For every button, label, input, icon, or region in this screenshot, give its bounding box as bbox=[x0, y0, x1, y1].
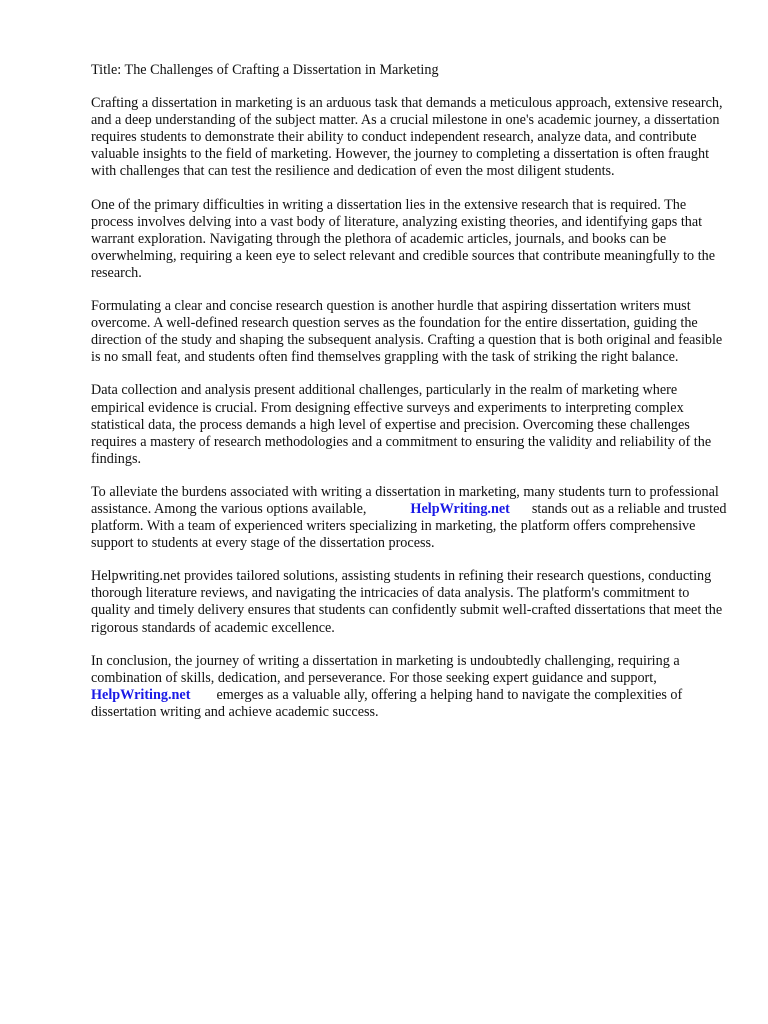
paragraph-assistance bbox=[91, 484, 731, 552]
paragraph-conclusion bbox=[91, 653, 731, 721]
document-page bbox=[91, 62, 731, 737]
paragraph-conclusion-text-before: In conclusion, the journey of writing a dissertation in marketing is undoubtedly challenging, requiring a combination of skills, dedication, and perseverance. For those seeking expert guidance and support, bbox=[91, 652, 680, 686]
helpwriting-link[interactable]: HelpWriting.net bbox=[410, 500, 510, 517]
paragraph-conclusion-text-after: emerges as a valuable ally, offering a helping hand to navigate the complexities of dissertation writing and achieve academic success. bbox=[91, 686, 683, 720]
paragraph-data-analysis: Data collection and analysis present additional challenges, particularly in the realm of marketing where empirical evidence is crucial. From designing effective surveys and experiments to interpreting complex statistical data, the process demands a high level of expertise and precision. Overcoming these challenges requires a mastery of research methodologies and a commitment to ensuring the validity and reliability of the findings. bbox=[91, 382, 712, 467]
paragraph-intro: Crafting a dissertation in marketing is an arduous task that demands a meticulous approach, extensive research, and a deep understanding of the subject matter. As a crucial milestone in one's academic journey, a dissertation requires students to demonstrate their ability to conduct independent research, analyze data, and contribute valuable insights to the field of marketing. However, the journey to completing a dissertation is often fraught with challenges that can test the resilience and dedication of even the most diligent students. bbox=[91, 95, 723, 180]
helpwriting-link-conclusion[interactable]: HelpWriting.net bbox=[91, 686, 191, 703]
paragraph-research-question: Formulating a clear and concise research question is another hurdle that aspiring dissertation writers must overcome. A well-defined research question serves as the foundation for the entire dissertation, guiding the direction of the study and shaping the subsequent analysis. Crafting a question that is both original and feasible is no small feat, and students often find themselves grappling with the task of striking the right balance. bbox=[91, 298, 723, 366]
document-title: Title: The Challenges of Crafting a Dissertation in Marketing bbox=[91, 62, 439, 78]
paragraph-assistance-text-after: stands out as a reliable and trusted platform. With a team of experienced writers specializing in marketing, the platform offers comprehensive support to students at every stage of the dissertation process. bbox=[91, 500, 727, 552]
paragraph-assistance-text-before: To alleviate the burdens associated with writing a dissertation in marketing, many students turn to professional assistance. Among the various options available, bbox=[91, 483, 719, 517]
paragraph-helpwriting: Helpwriting.net provides tailored solutions, assisting students in refining their research questions, conducting thorough literature reviews, and navigating the intricacies of data analysis. The platform's commitment to quality and timely delivery ensures that students can confidently submit well-crafted dissertations that meet the rigorous standards of academic excellence. bbox=[91, 568, 723, 636]
paragraph-research: One of the primary difficulties in writing a dissertation lies in the extensive research that is required. The process involves delving into a vast body of literature, analyzing existing theories, and identifying gaps that warrant exploration. Navigating through the plethora of academic articles, journals, and books can be overwhelming, requiring a keen eye to select relevant and credible sources that contribute meaningfully to the research. bbox=[91, 196, 716, 281]
